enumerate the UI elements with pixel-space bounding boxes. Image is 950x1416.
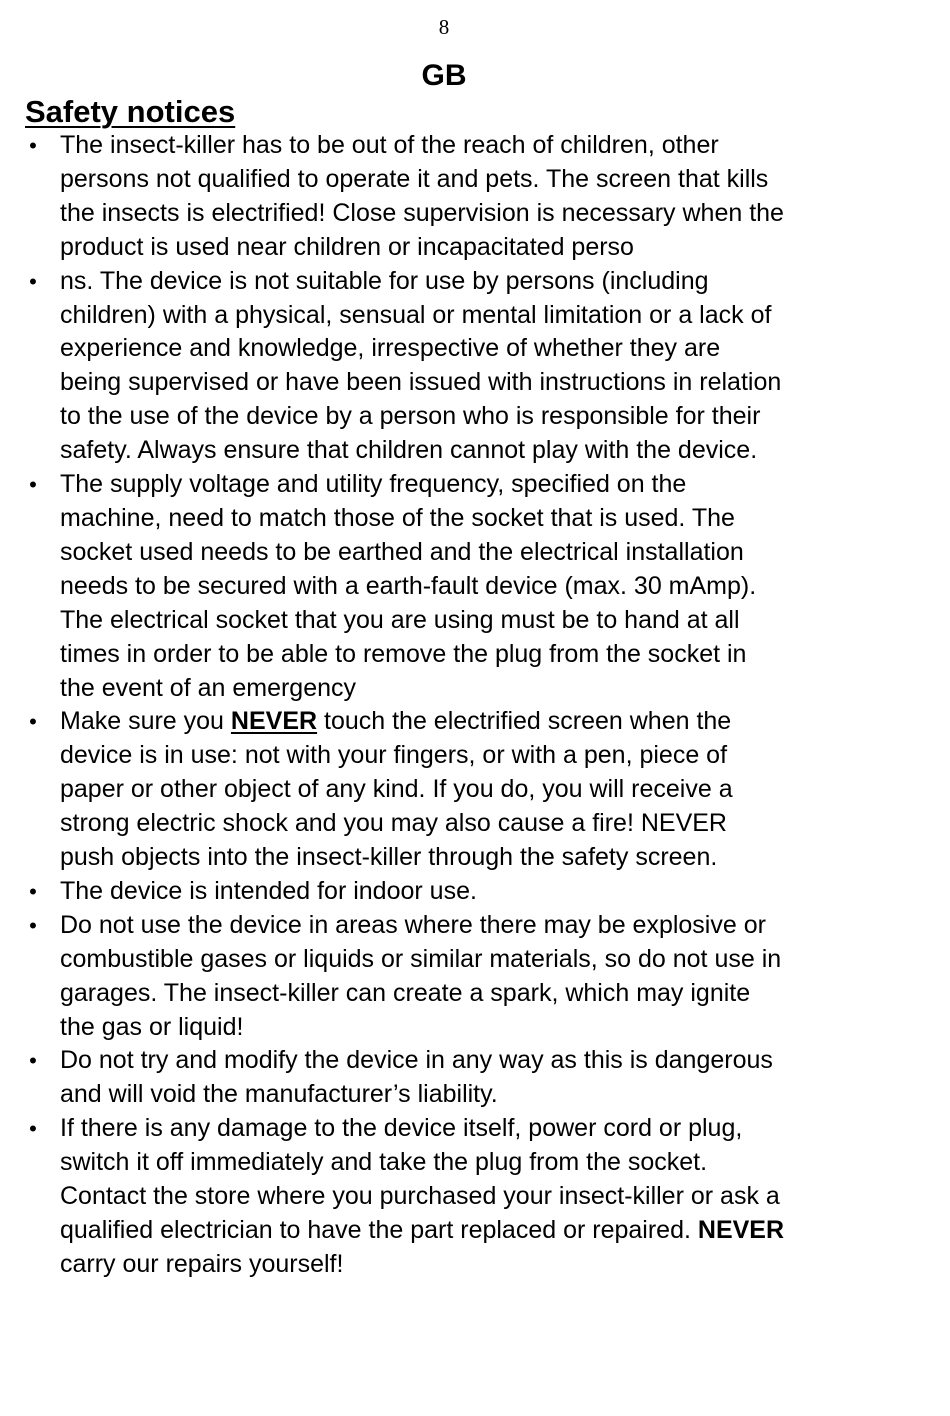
notice-line: The insect-killer has to be out of the reach of children, other	[60, 131, 719, 159]
notice-line: times in order to be able to remove the plug from the socket in	[60, 639, 747, 668]
page-number: 8	[438, 15, 450, 39]
notice-line: and will void the manufacturer’s liability.	[60, 1080, 498, 1109]
notice-suitability	[0, 265, 900, 468]
notice-indoor-use	[0, 875, 900, 909]
never-emphasis: NEVER	[230, 707, 318, 736]
notice-line: garages. The insect-killer can create a spark, which may ignite	[60, 978, 751, 1007]
notice-line: needs to be secured with a earth-fault device (max. 30 mAmp).	[60, 571, 757, 600]
bullet-icon: •	[29, 472, 37, 498]
section-title: Safety notices	[25, 94, 236, 129]
notice-line: carry our repairs yourself!	[60, 1249, 344, 1278]
safety-notices-list	[0, 129, 900, 1282]
notice-line: push objects into the insect-killer through the safety screen.	[60, 843, 718, 872]
notice-children-reach	[0, 129, 900, 265]
notice-line: paper or other object of any kind. If you do, you will receive a	[60, 775, 733, 804]
notice-line	[60, 1214, 900, 1248]
notice-line: The supply voltage and utility frequency, specified on the	[60, 470, 687, 499]
notice-damage	[0, 1112, 900, 1282]
notice-line: Do not try and modify the device in any way as this is dangerous	[60, 1046, 773, 1075]
bullet-icon: •	[29, 878, 37, 904]
notice-line: combustible gases or liquids or similar materials, so do not use in	[60, 944, 782, 973]
bullet-icon: •	[29, 268, 37, 294]
notice-line: Contact the store where you purchased your insect-killer or ask a	[60, 1182, 780, 1211]
notice-line: The device is intended for indoor use.	[60, 876, 477, 905]
notice-line: the gas or liquid!	[60, 1012, 244, 1041]
notice-line: the event of an emergency	[60, 673, 357, 702]
notice-supply-voltage	[0, 468, 900, 705]
notice-line: ns. The device is not suitable for use by persons (including	[60, 266, 709, 295]
never-emphasis: NEVER	[697, 1216, 785, 1244]
notice-line: machine, need to match those of the socket that is used. The	[60, 503, 735, 532]
notice-line	[60, 705, 900, 739]
notice-no-modification	[0, 1044, 900, 1112]
language-code: GB	[421, 59, 467, 92]
bullet-icon: •	[29, 709, 37, 735]
notice-line: being supervised or have been issued with instructions in relation	[60, 368, 782, 397]
notice-explosive-areas	[0, 909, 900, 1045]
notice-text: qualified electrician to have the part replaced or repaired.	[60, 1216, 698, 1244]
notice-line: persons not qualified to operate it and pets. The screen that kills	[60, 164, 769, 193]
notice-text: Make sure you	[60, 707, 231, 736]
notice-never-touch	[0, 705, 900, 875]
notice-line: The electrical socket that you are using must be to hand at all	[60, 605, 740, 634]
notice-line: switch it off immediately and take the plug from the socket.	[60, 1148, 708, 1177]
bullet-icon: •	[29, 1048, 37, 1074]
notice-line: to the use of the device by a person who is responsible for their	[60, 402, 761, 431]
bullet-icon: •	[29, 133, 37, 158]
notice-line: If there is any damage to the device itself, power cord or plug,	[60, 1114, 743, 1143]
bullet-icon: •	[29, 912, 37, 938]
notice-line: safety. Always ensure that children cannot play with the device.	[60, 436, 758, 465]
notice-line: strong electric shock and you may also cause a fire! NEVER	[60, 809, 727, 838]
notice-line: product is used near children or incapacitated perso	[60, 232, 634, 261]
notice-line: experience and knowledge, irrespective of whether they are	[60, 334, 721, 363]
notice-line: Do not use the device in areas where there may be explosive or	[60, 910, 766, 939]
notice-line: children) with a physical, sensual or mental limitation or a lack of	[60, 300, 772, 329]
notice-line: the insects is electrified! Close supervision is necessary when the	[60, 198, 784, 227]
notice-line: socket used needs to be earthed and the electrical installation	[60, 537, 744, 566]
notice-text: touch the electrified screen when the	[317, 707, 732, 736]
notice-line: device is in use: not with your fingers, or with a pen, piece of	[60, 741, 728, 770]
bullet-icon: •	[29, 1116, 37, 1142]
